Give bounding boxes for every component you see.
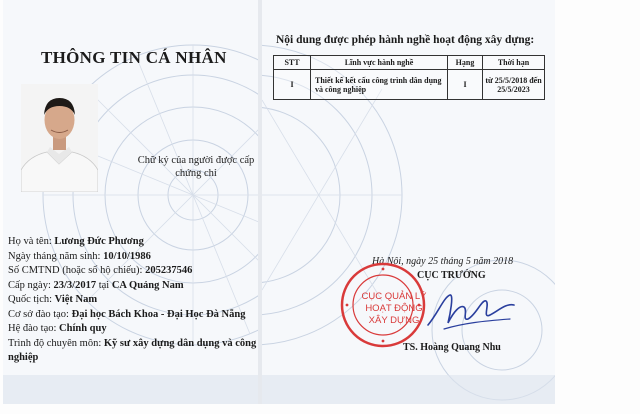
col-field: Lĩnh vực hành nghề: [311, 56, 448, 70]
cell-stt: I: [274, 70, 311, 100]
info-nationality: Quốc tịch: Việt Nam: [8, 294, 98, 305]
permit-table: [273, 55, 545, 100]
col-grade: Hạng: [448, 56, 483, 70]
info-id-number: Số CMTND (hoặc số hộ chiếu): 205237546: [8, 265, 193, 276]
permit-heading: Nội dung được phép hành nghề hoạt động xây dựng:: [276, 34, 535, 46]
info-issue-date: Cấp ngày: 23/3/2017 tại CA Quảng Nam: [8, 279, 184, 291]
info-training-institution: Cơ sở đào tạo: Đại học Bách Khoa - Đại Học Đà Nẵng: [8, 308, 246, 320]
info-name: Họ và tên: Lương Đức Phương: [8, 236, 144, 247]
cell-field: Thiết kế kết cấu công trình dân dụng và công nghiệp: [311, 70, 448, 100]
info-qualification: Trình độ chuyên môn: Kỹ sư xây dựng dân dụng và công nghiệp: [8, 337, 257, 363]
cell-term: từ 25/5/2018 đến 25/5/2023: [483, 70, 545, 100]
info-training-type: Hệ đào tạo: Chính quy: [8, 323, 107, 334]
signature-caption: Chữ ký của người được cấp chứng chỉ: [137, 155, 255, 179]
handwritten-signature: [424, 285, 516, 335]
page-title: THÔNG TIN CÁ NHÂN: [41, 48, 227, 67]
col-term: Thời hạn: [483, 56, 545, 70]
issue-date: Hà Nội, ngày 25 tháng 5 năm 2018: [372, 256, 514, 267]
stamp-text: CỤC QUẢN LÝ HOẠT ĐỘNG XÂY DỰNG: [361, 291, 427, 326]
signer-role: CỤC TRƯỞNG: [417, 270, 486, 281]
left-page: [3, 0, 258, 404]
portrait-photo: [21, 84, 98, 192]
table-header-row: [274, 56, 545, 70]
table-row: [274, 70, 545, 100]
info-birthdate: Ngày tháng năm sinh: 10/10/1986: [8, 250, 151, 262]
signer-name: TS. Hoàng Quang Nhu: [403, 342, 501, 353]
col-stt: STT: [274, 56, 311, 70]
personal-info: [8, 235, 258, 366]
cell-grade: I: [448, 70, 483, 100]
